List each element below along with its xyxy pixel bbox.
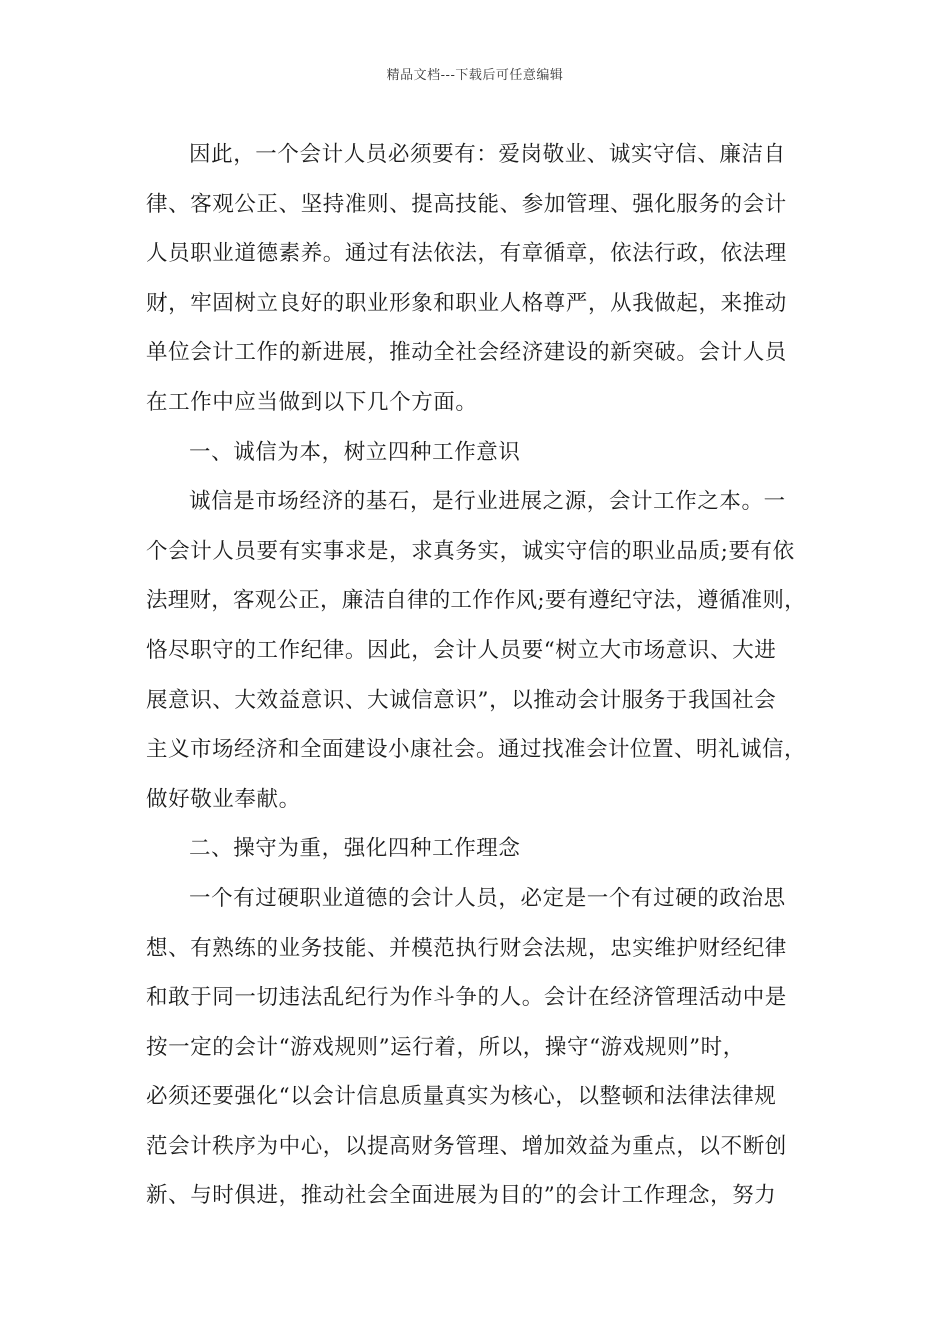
text-line: 按一定的会计“游戏规则”运行着，所以，操守“游戏规则”时，	[146, 1034, 745, 1060]
text-line: 律、客观公正、坚持准则、提高技能、参加管理、强化服务的会计	[146, 191, 787, 217]
text-line: 在工作中应当做到以下几个方面。	[146, 389, 478, 415]
text-line: 主义市场经济和全面建设小康社会。通过找准会计位置、明礼诚信，	[146, 737, 807, 763]
text-line: 必须还要强化“以会计信息质量真实为核心，以整顿和法律法律规	[146, 1084, 777, 1110]
text-line: 新、与时俱进，推动社会全面进展为目的”的会计工作理念，努力	[146, 1183, 777, 1209]
text-line: 一个有过硬职业道德的会计人员，必定是一个有过硬的政治思	[189, 885, 786, 911]
text-line: 财，牢固树立良好的职业形象和职业人格尊严，从我做起，来推动	[146, 290, 787, 316]
page-header: 精品文档---下载后可任意编辑	[386, 68, 564, 83]
text-line: 个会计人员要有实事求是，求真务实，诚实守信的职业品质;要有依	[146, 538, 795, 564]
text-line: 一、诚信为本，树立四种工作意识	[189, 439, 521, 465]
text-line: 因此，一个会计人员必须要有：爱岗敬业、诚实守信、廉洁自	[189, 142, 786, 167]
text-line: 范会计秩序为中心，以提高财务管理、增加效益为重点，以不断创	[146, 1133, 787, 1159]
text-line: 做好敬业奉献。	[146, 786, 301, 812]
text-line: 二、操守为重，强化四种工作理念	[189, 836, 521, 862]
text-line: 单位会计工作的新进展，推动全社会经济建设的新突破。会计人员	[146, 340, 787, 366]
text-line: 想、有熟练的业务技能、并模范执行财会法规，忠实维护财经纪律	[146, 935, 787, 961]
document-body	[146, 130, 806, 1221]
text-line: 诚信是市场经济的基石，是行业进展之源，会计工作之本。一	[189, 489, 786, 515]
text-line: 和敢于同一切违法乱纪行为作斗争的人。会计在经济管理活动中是	[146, 985, 787, 1011]
text-line: 展意识、大效益意识、大诚信意识”，以推动会计服务于我国社会	[146, 687, 777, 713]
text-line: 人员职业道德素养。通过有法依法，有章循章，依法行政，依法理	[146, 241, 787, 267]
text-line: 恪尽职守的工作纪律。因此，会计人员要“树立大市场意识、大进	[146, 637, 777, 663]
text-line: 法理财，客观公正，廉洁自律的工作作风;要有遵纪守法，遵循准则，	[146, 588, 806, 614]
